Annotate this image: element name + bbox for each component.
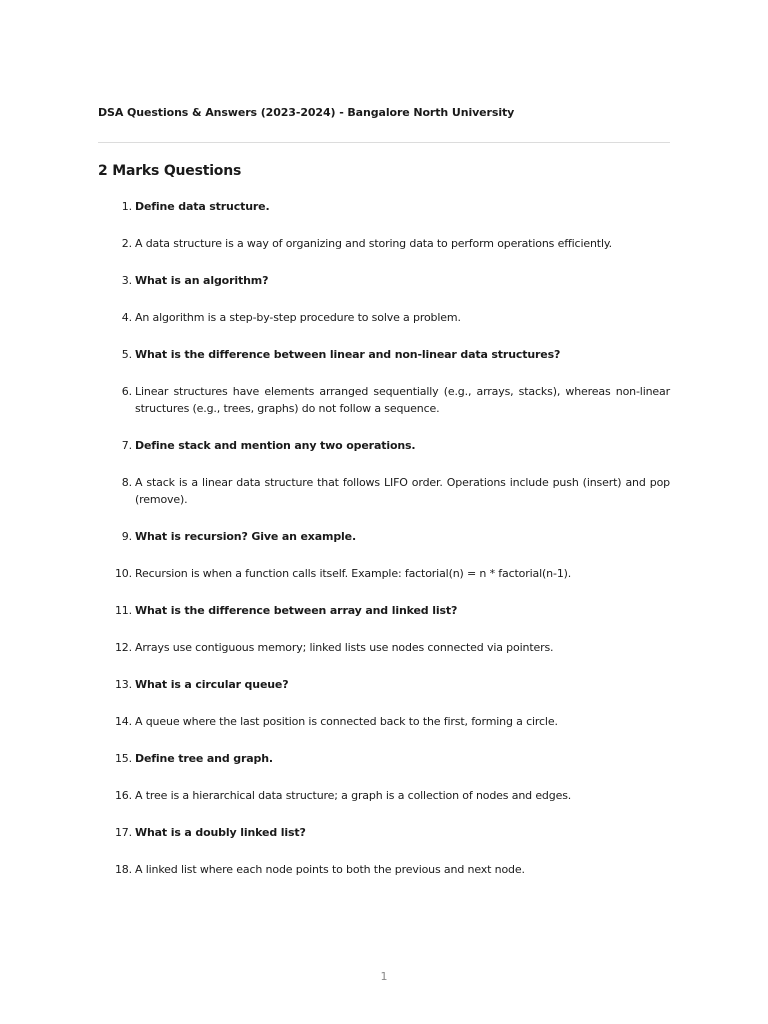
- question-item: [114, 824, 670, 841]
- page-number: 1: [380, 970, 388, 983]
- item-number: 10.: [114, 567, 132, 580]
- answer-item: [114, 639, 670, 656]
- answer-item: [114, 787, 670, 804]
- answer-item: [121, 474, 670, 508]
- item-number: 6.: [121, 385, 132, 398]
- item-number: 5.: [121, 348, 132, 361]
- answer-text: A stack is a linear data structure that follows LIFO order. Operations include push (insert) and pop (remove).: [135, 476, 670, 506]
- item-number: 2.: [121, 237, 132, 250]
- item-number: 11.: [114, 604, 132, 617]
- title-divider: [98, 142, 670, 143]
- answer-text: Arrays use contiguous memory; linked lists use nodes connected via pointers.: [135, 641, 554, 654]
- item-number: 15.: [114, 752, 132, 765]
- item-number: 16.: [114, 789, 132, 802]
- item-number: 7.: [121, 439, 132, 452]
- item-number: 14.: [114, 715, 132, 728]
- answer-item: [121, 309, 670, 326]
- answer-text: A data structure is a way of organizing and storing data to perform operations efficiently.: [135, 237, 612, 250]
- item-number: 1.: [121, 200, 132, 213]
- question-item: [121, 346, 670, 363]
- question-item: [121, 198, 670, 215]
- item-number: 9.: [121, 530, 132, 543]
- answer-item: [114, 861, 670, 878]
- answer-text: A linked list where each node points to both the previous and next node.: [135, 863, 525, 876]
- question-text: What is the difference between array and linked list?: [135, 604, 458, 617]
- answer-text: Linear structures have elements arranged sequentially (e.g., arrays, stacks), whereas non-linear structures (e.g., trees, graphs) do not follow a sequence.: [135, 385, 670, 415]
- question-text: What is the difference between linear and non-linear data structures?: [135, 348, 561, 361]
- qa-list: [114, 198, 670, 898]
- question-text: Define tree and graph.: [135, 752, 273, 765]
- answer-item: [121, 383, 670, 417]
- question-text: Define data structure.: [135, 200, 270, 213]
- question-text: What is a circular queue?: [135, 678, 289, 691]
- question-item: [121, 437, 670, 454]
- item-number: 18.: [114, 863, 132, 876]
- question-text: What is recursion? Give an example.: [135, 530, 357, 543]
- item-number: 13.: [114, 678, 132, 691]
- section-heading: 2 Marks Questions: [98, 163, 242, 179]
- answer-text: Recursion is when a function calls itself. Example: factorial(n) = n * factorial(n-1).: [135, 567, 572, 580]
- question-item: [114, 750, 670, 767]
- document-title: DSA Questions & Answers (2023-2024) - Bangalore North University: [98, 106, 515, 119]
- question-text: What is a doubly linked list?: [135, 826, 306, 839]
- question-item: [121, 528, 670, 545]
- answer-text: A tree is a hierarchical data structure; a graph is a collection of nodes and edges.: [135, 789, 572, 802]
- item-number: 8.: [121, 476, 132, 489]
- answer-item: [114, 565, 670, 582]
- answer-item: [121, 235, 670, 252]
- question-item: [114, 676, 670, 693]
- question-item: [114, 602, 670, 619]
- item-number: 4.: [121, 311, 132, 324]
- answer-text: An algorithm is a step-by-step procedure to solve a problem.: [135, 311, 461, 324]
- question-text: Define stack and mention any two operations.: [135, 439, 416, 452]
- question-text: What is an algorithm?: [135, 274, 269, 287]
- answer-item: [114, 713, 670, 730]
- question-item: [121, 272, 670, 289]
- answer-text: A queue where the last position is connected back to the first, forming a circle.: [135, 715, 558, 728]
- item-number: 12.: [114, 641, 132, 654]
- item-number: 3.: [121, 274, 132, 287]
- item-number: 17.: [114, 826, 132, 839]
